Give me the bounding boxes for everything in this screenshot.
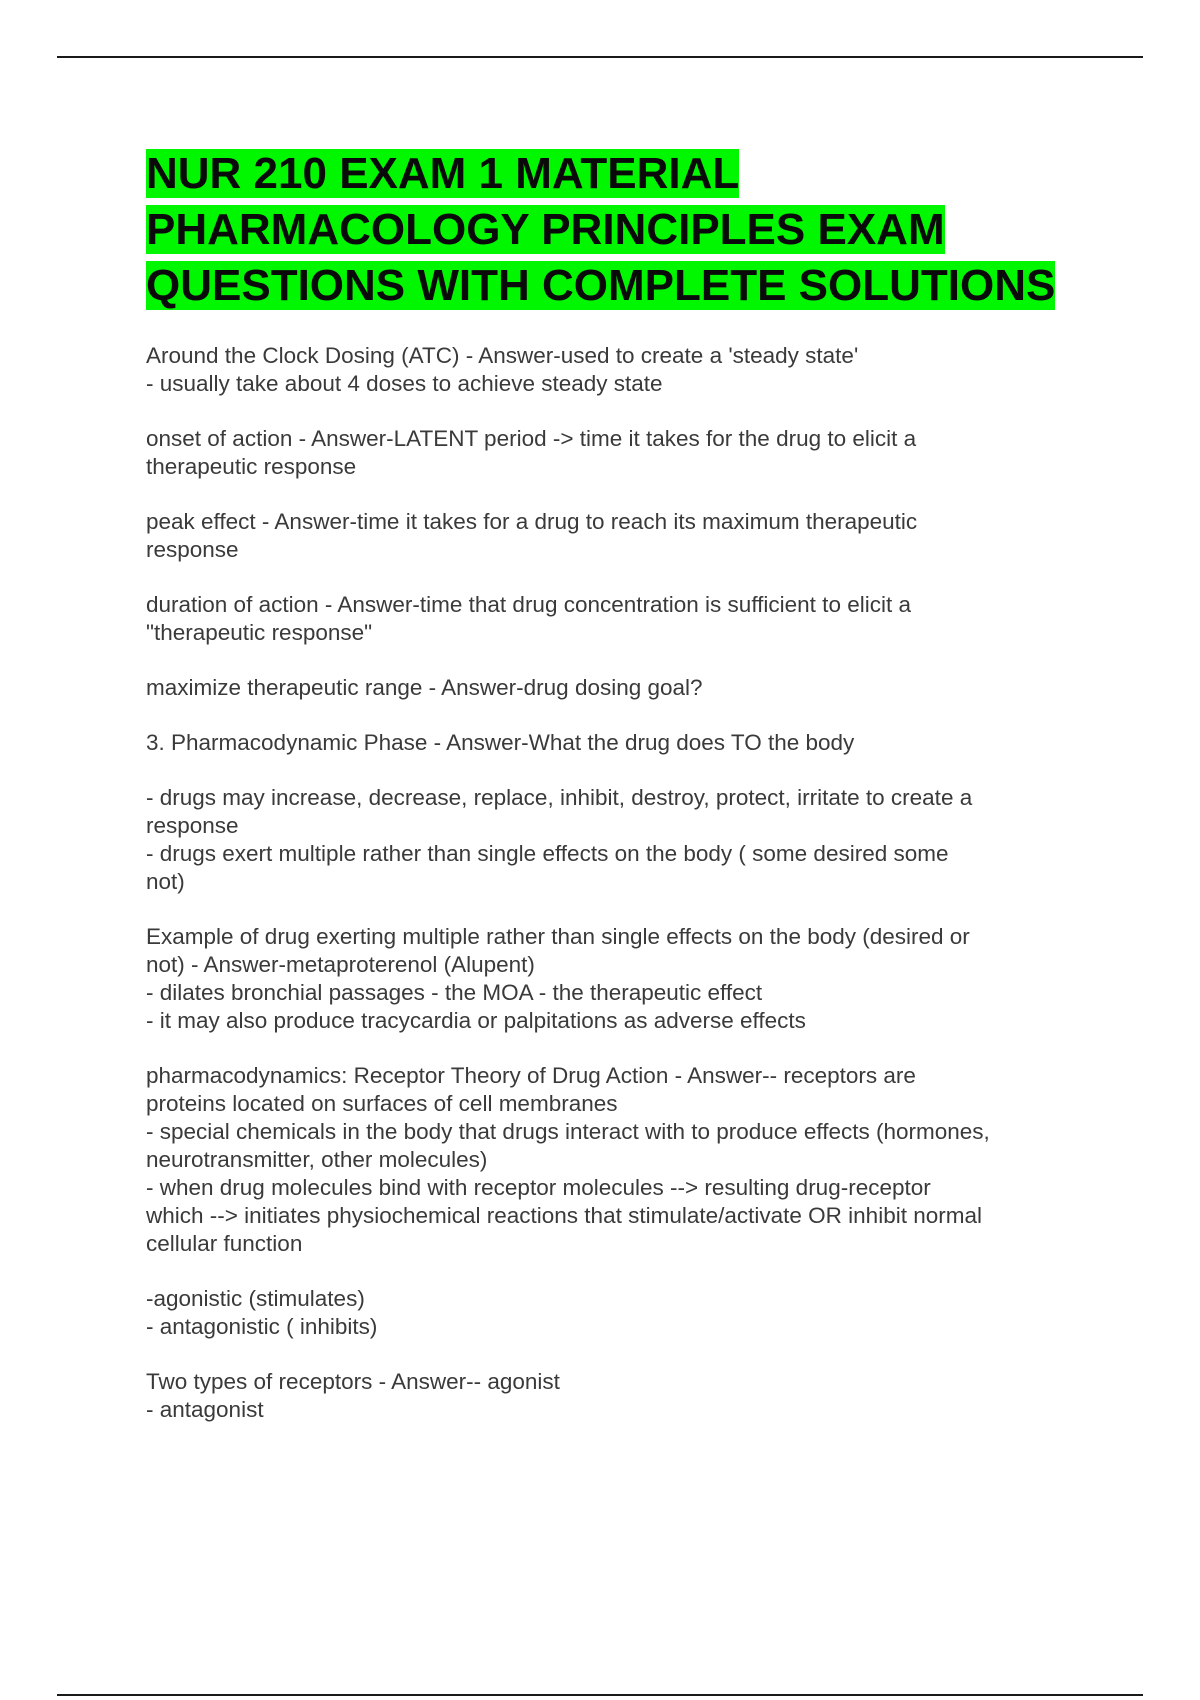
entry-line: neurotransmitter, other molecules) [146,1147,488,1172]
entry-line: - when drug molecules bind with receptor molecules --> resulting drug-receptor [146,1175,931,1200]
entry-line: - antagonistic ( inhibits) [146,1314,378,1339]
entry-line: Around the Clock Dosing (ATC) - Answer-used to create a 'steady state' [146,343,859,368]
entry-line: - special chemicals in the body that drugs interact with to produce effects (hormones, [146,1119,990,1144]
qa-entry [146,591,1066,647]
title-highlight: NUR 210 EXAM 1 MATERIAL PHARMACOLOGY PRINCIPLES EXAM QUESTIONS WITH COMPLETE SOLUTIONS [146,149,1056,310]
qa-entry [146,674,1066,702]
entry-line: Example of drug exerting multiple rather than single effects on the body (desired or [146,924,970,949]
top-rule [57,56,1143,58]
qa-entry [146,923,1066,1035]
entry-line: onset of action - Answer-LATENT period -> time it takes for the drug to elicit a [146,426,917,451]
entry-line: 3. Pharmacodynamic Phase - Answer-What the drug does TO the body [146,730,855,755]
entry-line: not) [146,869,185,894]
entry-line: - antagonist [146,1397,264,1422]
entry-line: cellular function [146,1231,303,1256]
entry-line: response [146,813,239,838]
entry-line: which --> initiates physiochemical reactions that stimulate/activate OR inhibit normal [146,1203,982,1228]
entry-line: - dilates bronchial passages - the MOA - the therapeutic effect [146,980,763,1005]
document-title [146,146,1066,314]
qa-entry [146,508,1066,564]
qa-entry [146,1368,1066,1424]
entry-line: proteins located on surfaces of cell membranes [146,1091,618,1116]
entry-line: maximize therapeutic range - Answer-drug dosing goal? [146,675,703,700]
entry-line: response [146,537,239,562]
qa-entry [146,342,1066,398]
entry-line: peak effect - Answer-time it takes for a drug to reach its maximum therapeutic [146,509,918,534]
entry-line: - it may also produce tracycardia or palpitations as adverse effects [146,1008,806,1033]
entry-line: - usually take about 4 doses to achieve steady state [146,371,663,396]
entry-line: duration of action - Answer-time that drug concentration is sufficient to elicit a [146,592,911,617]
entry-line: "therapeutic response" [146,620,373,645]
document-body [146,146,1066,1451]
qa-entry [146,729,1066,757]
entry-line: Two types of receptors - Answer-- agonist [146,1369,560,1394]
qa-entry [146,425,1066,481]
entry-line: therapeutic response [146,454,357,479]
entry-line: not) - Answer-metaproterenol (Alupent) [146,952,535,977]
entry-list [146,342,1066,1424]
qa-entry [146,1062,1066,1258]
qa-entry [146,1285,1066,1341]
qa-entry [146,784,1066,896]
entry-line: pharmacodynamics: Receptor Theory of Drug Action - Answer-- receptors are [146,1063,916,1088]
bottom-rule [57,1694,1143,1696]
entry-line: - drugs may increase, decrease, replace, inhibit, destroy, protect, irritate to create a [146,785,973,810]
entry-line: - drugs exert multiple rather than single effects on the body ( some desired some [146,841,949,866]
entry-line: -agonistic (stimulates) [146,1286,365,1311]
